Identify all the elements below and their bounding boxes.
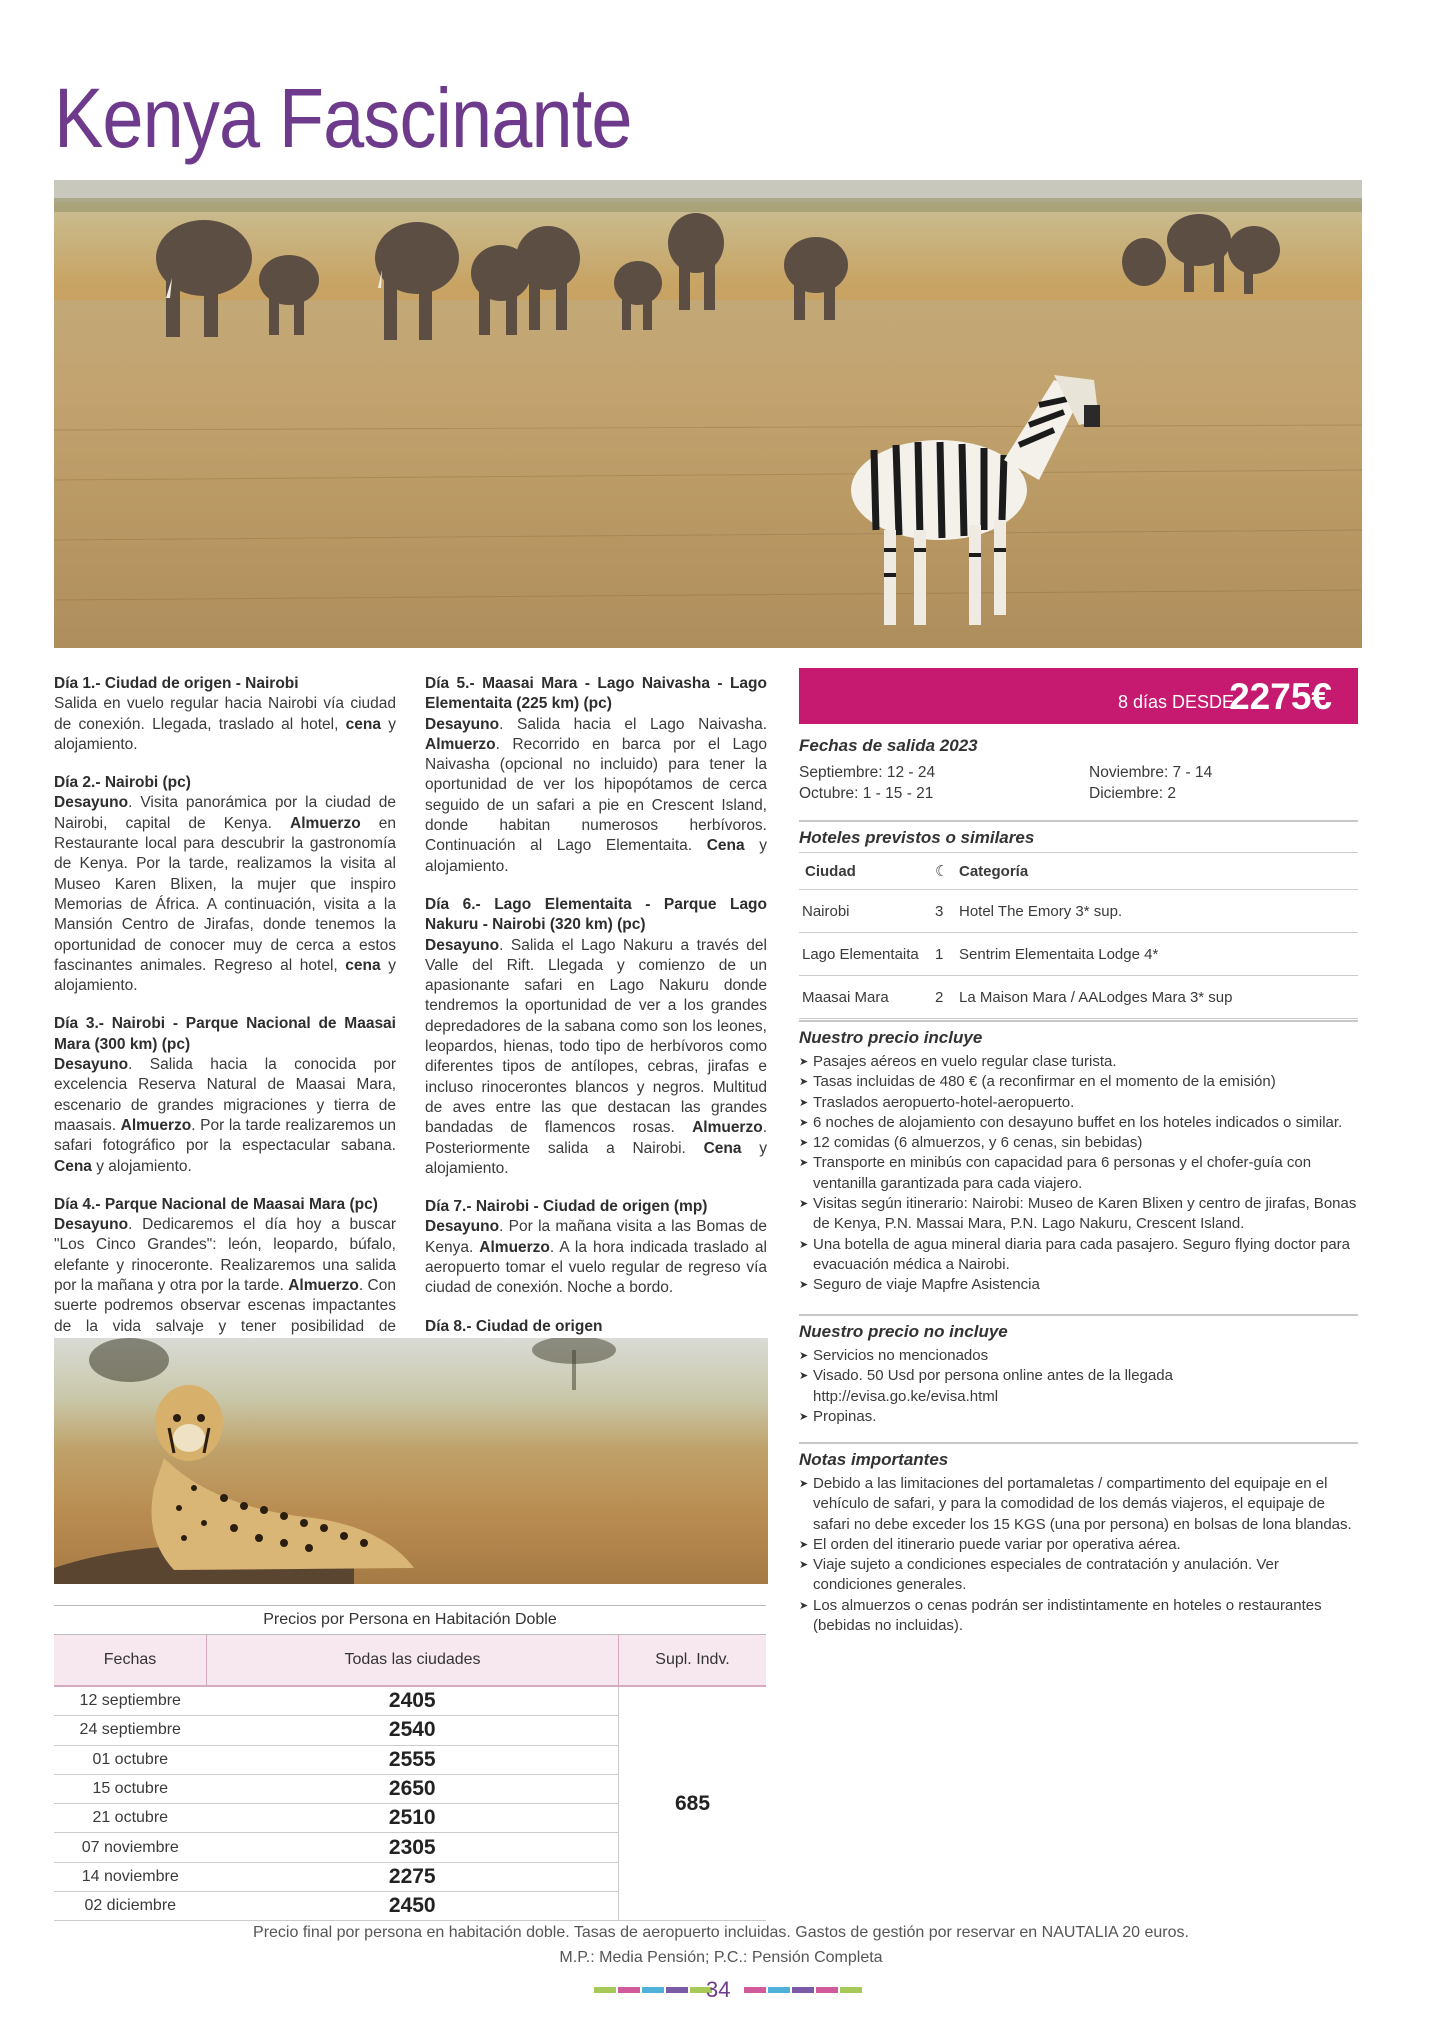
hoteles-title: Hoteles previstos o similares [799, 820, 1358, 848]
no-incluye-section [799, 1314, 1358, 1427]
day-text: Cena [706, 837, 745, 855]
list-item: ➤ Visitas según itinerario: Nairobi: Museo de Karen Blixen y centro de jirafas, Bonas de Kenya, P.N. Massai Mara, P.N. Lago Nakuru, Crescent Island. [799, 1194, 1358, 1235]
day-text: . Por la mañana visita a las Bomas de Kenya. [425, 1218, 767, 1256]
hotel-header-noches-icon: ☾ [934, 853, 958, 890]
price-value: 2555 [207, 1745, 619, 1774]
footer-line2: M.P.: Media Pensión; P.C.: Pensión Completa [559, 1949, 883, 1966]
list-item: ➤ Propinas. [799, 1407, 1358, 1427]
price-table-caption: Precios por Persona en Habitación Doble [54, 1605, 766, 1635]
price-value: 2450 [207, 1892, 619, 1921]
incluye-list [799, 1052, 1358, 1296]
day-text: Almuerzo [290, 814, 361, 832]
hotel-ciudad: Maasai Mara [799, 976, 934, 1019]
price-fecha: 01 octubre [54, 1745, 207, 1774]
day-text: Desayuno [54, 1216, 129, 1234]
hotel-nombre: Hotel The Emory 3* sup. [958, 890, 1358, 933]
hotel-ciudad: Lago Elementaita [799, 933, 934, 976]
footer [0, 1920, 1442, 1970]
color-bar-segment [792, 1987, 814, 1993]
list-item: ➤ Traslados aeropuerto-hotel-aeropuerto. [799, 1093, 1358, 1113]
day-text: Desayuno [54, 794, 129, 812]
color-bar-segment [840, 1987, 862, 1993]
fecha-item: Noviembre: 7 - 14 [1089, 764, 1213, 781]
no-incluye-title: Nuestro precio no incluye [799, 1314, 1358, 1342]
day-text: y alojamiento. [425, 837, 767, 875]
hero-photo-elephants-zebra [54, 180, 1362, 648]
list-item: ➤ El orden del itinerario puede variar por operativa aérea. [799, 1535, 1358, 1555]
day-text: Desayuno [425, 936, 500, 954]
day-heading: Día 5.- Maasai Mara - Lago Naivasha - Lago Elementaita (225 km) (pc) [425, 675, 767, 713]
color-bar-segment [666, 1987, 688, 1993]
day-text: . Visita panorámica por la ciudad de Nairobi, capital de Kenya. [54, 794, 396, 832]
fechas-title: Fechas de salida 2023 [799, 736, 978, 755]
day-text: Almuerzo [288, 1277, 359, 1295]
list-item: ➤ Viaje sujeto a condiciones especiales de contratación y anulación. Ver condiciones generales. [799, 1555, 1358, 1596]
list-item: ➤ 12 comidas (6 almuerzos, y 6 cenas, sin bebidas) [799, 1133, 1358, 1153]
list-item: ➤ Seguro de viaje Mapfre Asistencia [799, 1275, 1358, 1295]
hotel-noches: 1 [934, 933, 958, 976]
day-text: y alojamiento. [91, 1157, 192, 1175]
incluye-section [799, 1020, 1358, 1296]
price-table [54, 1605, 766, 1921]
supl-value: 685 [619, 1686, 767, 1921]
hotel-nombre: Sentrim Elementaita Lodge 4* [958, 933, 1358, 976]
price-value: 2540 [207, 1716, 619, 1745]
day-text: y alojamiento. [54, 715, 396, 753]
hotel-header-ciudad: Ciudad [799, 853, 934, 890]
color-bar-segment [768, 1987, 790, 1993]
day-text: . Salida el Lago Nakuru a través del Valle del Rift. Llegada y comienzo de un apasionante safari en Lago Nakuru donde tendremos la oportunidad de ver a los grandes depredadores de la sabana como son los leones, leopardos, hienas, todo tipo de herbívoros como diferentes tipos de antílopes, cebras, jirafas e incluso rinocerontes blancos y negros. Multitud de aves entre las que destacan las grandes bandadas de flamencos rosas. [425, 936, 767, 1137]
hotel-nombre: La Maison Mara / AALodges Mara 3* sup [958, 976, 1358, 1019]
notas-title: Notas importantes [799, 1442, 1358, 1470]
header-fechas: Fechas [54, 1635, 207, 1686]
itinerary-day [54, 1014, 396, 1176]
day-text: . Por la tarde realizaremos un safari fotográfico por la espectacular sabana. [54, 1116, 396, 1155]
list-item: ➤ Debido a las limitaciones del portamaletas / compartimento del equipaje en el vehículo de safari, y para la comodidad de los demás viajeros, el equipaje de safari no debe exceder los 15 KGS (una por persona) en bolsas de lona blandas. [799, 1474, 1358, 1535]
day-heading: Día 2.- Nairobi (pc) [54, 774, 191, 792]
list-item: ➤ Los almuerzos o cenas podrán ser indistintamente en hoteles o restaurantes (bebidas no incluidas). [799, 1596, 1358, 1637]
price-fecha: 24 septiembre [54, 1716, 207, 1745]
price-value: 2405 [207, 1686, 619, 1716]
price-value: 2650 [207, 1774, 619, 1803]
itinerary-day [54, 1195, 396, 1357]
fechas-section [799, 736, 1358, 804]
hotel-header-categoria: Categoría [958, 853, 1358, 890]
page-number: 34 [706, 1977, 731, 2002]
day-heading: Día 1.- Ciudad de origen - Nairobi [54, 675, 299, 692]
itinerary-day [54, 773, 396, 996]
list-item: ➤ Transporte en minibús con capacidad para 6 personas y el chofer-guía con ventanilla garantizada para cada viajero. [799, 1153, 1358, 1194]
page-title: Kenya Fascinante [54, 71, 632, 165]
day-heading: Día 8.- Ciudad de origen [425, 1317, 603, 1335]
itinerary-day [425, 674, 767, 877]
price-banner [799, 668, 1358, 724]
day-text: cena [345, 715, 381, 733]
hotel-noches: 3 [934, 890, 958, 933]
day-text: . Posteriormente salida a Nairobi. [425, 1119, 767, 1157]
footer-line1: Precio final por persona en habitación doble. Tasas de aeropuerto incluidas. Gastos de gestión por reservar en NAUTALIA 20 euros. [253, 1924, 1189, 1941]
day-text: Desayuno [425, 715, 500, 733]
color-bar-segment [642, 1987, 664, 1993]
day-heading: Día 3.- Nairobi - Parque Nacional de Maasai Mara (300 km) (pc) [54, 1015, 396, 1053]
day-text: Almuerzo [425, 735, 496, 753]
day-heading: Día 4.- Parque Nacional de Maasai Mara (pc) [54, 1195, 378, 1213]
color-bar-segment [816, 1987, 838, 1993]
banner-price: 2275€ [1229, 676, 1332, 717]
header-supl: Supl. Indv. [619, 1635, 767, 1686]
header-todas-ciudades: Todas las ciudades [207, 1635, 619, 1686]
day-text: Desayuno [425, 1218, 500, 1236]
day-text: . Recorrido en barca por el Lago Naivasha (opcional no incluido) para tener la oportunidad de ver los hipopótamos de cerca seguido de un safari a pie en Crescent Island, donde habitan numerosos herbívoros. Continuación al Lago Elementaita. [425, 735, 767, 855]
hotel-noches: 2 [934, 976, 958, 1019]
notas-section [799, 1442, 1358, 1636]
list-item: ➤ Visado. 50 Usd por persona online antes de la llegada http://evisa.go.ke/evisa.html [799, 1366, 1358, 1407]
price-fecha: 14 noviembre [54, 1862, 207, 1891]
list-item: ➤ Una botella de agua mineral diaria para cada pasajero. Seguro flying doctor para evacuación médica a Nairobi. [799, 1235, 1358, 1276]
price-fecha: 21 octubre [54, 1804, 207, 1833]
list-item: ➤ 6 noches de alojamiento con desayuno buffet en los hoteles indicados o similar. [799, 1113, 1358, 1133]
day-text: Almuerzo [120, 1116, 192, 1134]
day-heading: Día 7.- Nairobi - Ciudad de origen (mp) [425, 1198, 708, 1216]
itinerary-day [425, 895, 767, 1179]
cheetah-photo [54, 1338, 768, 1584]
color-bar-segment [618, 1987, 640, 1993]
fecha-item: Septiembre: 12 - 24 [799, 764, 936, 781]
price-fecha: 15 octubre [54, 1774, 207, 1803]
itinerary-day [425, 1197, 767, 1298]
day-text: . A la hora indicada traslado al aeropuerto tomar el vuelo regular de regreso vía ciudad de conexión. Noche a bordo. [425, 1238, 767, 1297]
price-fecha: 02 diciembre [54, 1892, 207, 1921]
color-bar-segment [594, 1987, 616, 1993]
price-value: 2305 [207, 1833, 619, 1862]
day-text: Desayuno [54, 1056, 129, 1074]
banner-label: 8 días DESDE [1117, 692, 1234, 712]
list-item: ➤ Tasas incluidas de 480 € (a reconfirmar en el momento de la emisión) [799, 1072, 1358, 1092]
hotel-row [799, 976, 1358, 1019]
day-text: . Con suerte podremos observar escenas impactantes de la vida salvaje y tener posibilidad de [54, 1277, 396, 1335]
hoteles-section [799, 820, 1358, 1019]
day-text: Salida en vuelo regular hacia Nairobi vía ciudad de conexión. Llegada, traslado al hotel, [54, 695, 396, 733]
incluye-title: Nuestro precio incluye [799, 1020, 1358, 1048]
price-fecha: 07 noviembre [54, 1833, 207, 1862]
day-text: Cena [703, 1139, 742, 1157]
day-text: cena [345, 956, 381, 974]
itinerary-column-right [425, 674, 767, 1375]
day-text: . Dedicaremos el día hoy a buscar "Los Cinco Grandes": león, leopardo, búfalo, elefante y rinoceronte. Realizaremos una salida por la mañana y otra por la tarde. [54, 1216, 396, 1295]
itinerary-day [54, 674, 396, 755]
day-text: . Salida hacia la conocida por excelencia Reserva Natural de Maasai Mara, escenario de grandes migraciones y tierra de maasais. [54, 1056, 396, 1134]
fecha-item: Octubre: 1 - 15 - 21 [799, 785, 934, 802]
day-text: y alojamiento. [425, 1139, 767, 1177]
hotel-row [799, 890, 1358, 933]
no-incluye-list [799, 1346, 1358, 1427]
day-text: . Salida hacia el Lago Naivasha. [499, 715, 767, 733]
itinerary-column-left [54, 674, 396, 1375]
fecha-item: Diciembre: 2 [1089, 785, 1176, 802]
day-text: en Restaurante local para descubrir la gastronomía de Kenya. Por la tarde, realizamos la visita al Museo Karen Blixen, la mujer que inspiro Memorias de África. A continuación, visita a la Mansión Centro de Jirafas, donde tenemos la oportunidad de conocer muy de cerca a estos fascinantes animales. Regreso al hotel, [54, 814, 396, 974]
list-item: ➤ Pasajes aéreos en vuelo regular clase turista. [799, 1052, 1358, 1072]
day-text: Cena [54, 1157, 92, 1175]
day-text: Almuerzo [479, 1238, 550, 1256]
price-value: 2510 [207, 1804, 619, 1833]
day-heading: Día 6.- Lago Elementaita - Parque Lago Nakuru - Nairobi (320 km) (pc) [425, 895, 767, 934]
cheetah-figure [152, 1385, 415, 1570]
hotel-row [799, 933, 1358, 976]
list-item: ➤ Servicios no mencionados [799, 1346, 1358, 1366]
price-fecha: 12 septiembre [54, 1686, 207, 1716]
price-row [54, 1686, 766, 1716]
color-bar-segment [744, 1987, 766, 1993]
day-text: y alojamiento. [54, 956, 396, 995]
notas-list [799, 1474, 1358, 1636]
price-value: 2275 [207, 1862, 619, 1891]
day-text: Almuerzo [692, 1119, 763, 1137]
hotel-ciudad: Nairobi [799, 890, 934, 933]
